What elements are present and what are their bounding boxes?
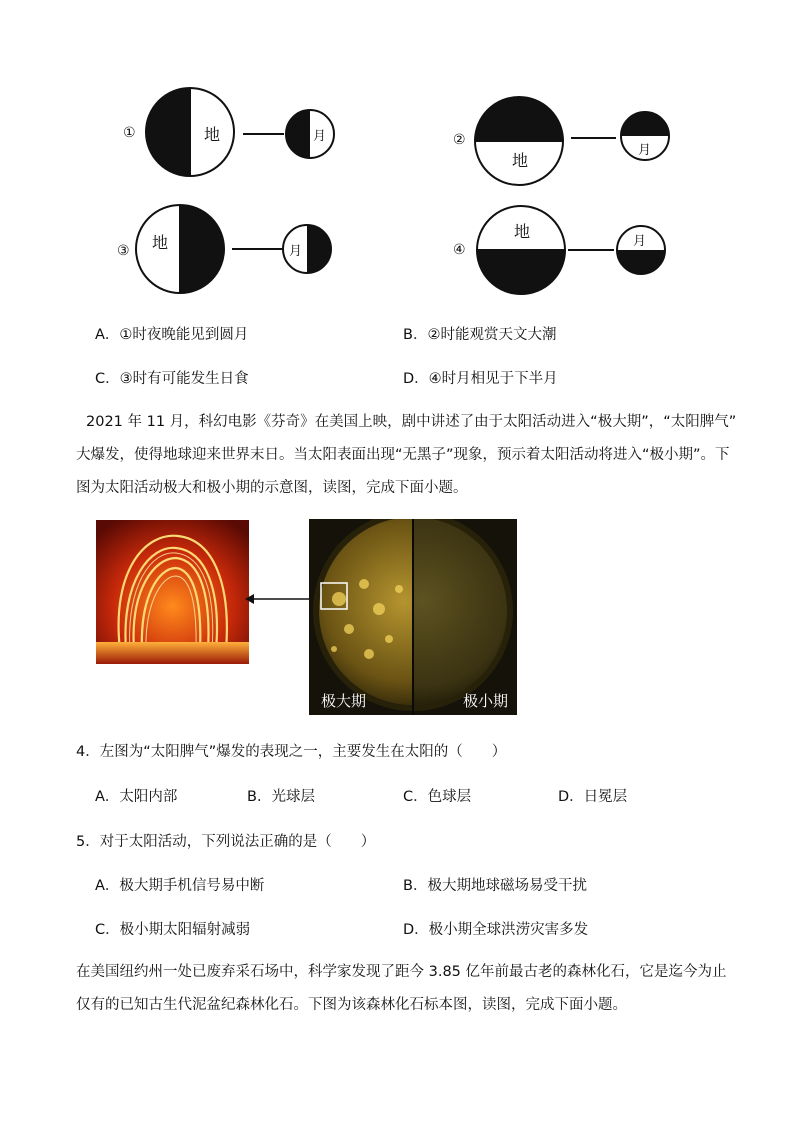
q5-option-c[interactable]: C．极小期太阳辐射减弱 (95, 922, 251, 938)
intro-line-1: 2021 年 11 月，科幻电影《芬奇》在美国上映，剧中讲述了由于太阳活动进入“极大期”，“太阳脾气” (86, 414, 737, 430)
q3-option-d[interactable]: D．④时月相见于下半月 (403, 371, 558, 387)
moon-label: 月 (313, 129, 327, 144)
solar-prominence-image (96, 520, 249, 664)
q5-options-row-1 (95, 874, 735, 898)
earth-label: 地 (514, 222, 531, 241)
intro-line-3: 图为太阳活动极大和极小期的示意图，读图，完成下面小题。 (76, 480, 468, 496)
label-max-period: 极大期 (321, 692, 367, 710)
diagram-item-4 (453, 206, 665, 294)
q4-option-d[interactable]: D．日冕层 (558, 789, 628, 805)
item-number: ④ (453, 242, 466, 258)
item-number: ① (123, 125, 136, 141)
intro-line-2: 大爆发，使得地球迎来世界末日。当太阳表面出现“无黑子”现象，预示着太阳活动将进入“极小期”。下 (76, 447, 730, 463)
question-5-stem: 5．对于太阳活动，下列说法正确的是（ ） (76, 834, 376, 850)
earth-label: 地 (152, 233, 169, 252)
question-4-stem: 4．左图为“太阳脾气”爆发的表现之一，主要发生在太阳的（ ） (76, 744, 507, 760)
intro2-line-1: 在美国纽约州一处已废弃采石场中，科学家发现了距今 3.85 亿年前最古老的森林化石，它是迄今为止 (76, 964, 727, 980)
moon-label: 月 (289, 244, 303, 259)
label-min-period: 极小期 (463, 692, 509, 710)
item-number: ② (453, 132, 466, 148)
q3-options-row-2 (95, 367, 735, 391)
moon-label: 月 (633, 234, 647, 249)
q4-option-c[interactable]: C．色球层 (403, 789, 472, 805)
earth-moon-diagram (0, 0, 794, 310)
q4-option-a[interactable]: A．太阳内部 (95, 789, 178, 805)
earth-label: 地 (204, 125, 221, 144)
q5-option-b[interactable]: B．极大期地球磁场易受干扰 (403, 878, 587, 894)
intro2-line-2: 仅有的已知古生代泥盆纪森林化石。下图为该森林化石标本图，读图，完成下面小题。 (76, 997, 627, 1013)
earth-label: 地 (512, 151, 529, 170)
q5-option-d[interactable]: D．极小期全球洪涝灾害多发 (403, 922, 589, 938)
q3-option-b[interactable]: B．②时能观赏天文大潮 (403, 327, 557, 343)
item-number: ③ (117, 243, 130, 259)
q4-option-b[interactable]: B．光球层 (247, 789, 315, 805)
q3-option-a[interactable]: A．①时夜晚能见到圆月 (95, 327, 249, 343)
q3-options-row-1 (95, 323, 735, 347)
diagram-item-3 (117, 205, 331, 293)
moon-label: 月 (638, 143, 652, 158)
intro-paragraph-1 (76, 406, 737, 505)
q4-options-row (95, 785, 735, 809)
q5-options-row-2 (95, 918, 735, 942)
intro-paragraph-2 (76, 956, 726, 1022)
sun-activity-image (309, 519, 517, 715)
diagram-item-2 (453, 97, 669, 185)
q5-option-a[interactable]: A．极大期手机信号易中断 (95, 878, 265, 894)
q3-option-c[interactable]: C．③时有可能发生日食 (95, 371, 249, 387)
diagram-item-1 (123, 88, 334, 176)
